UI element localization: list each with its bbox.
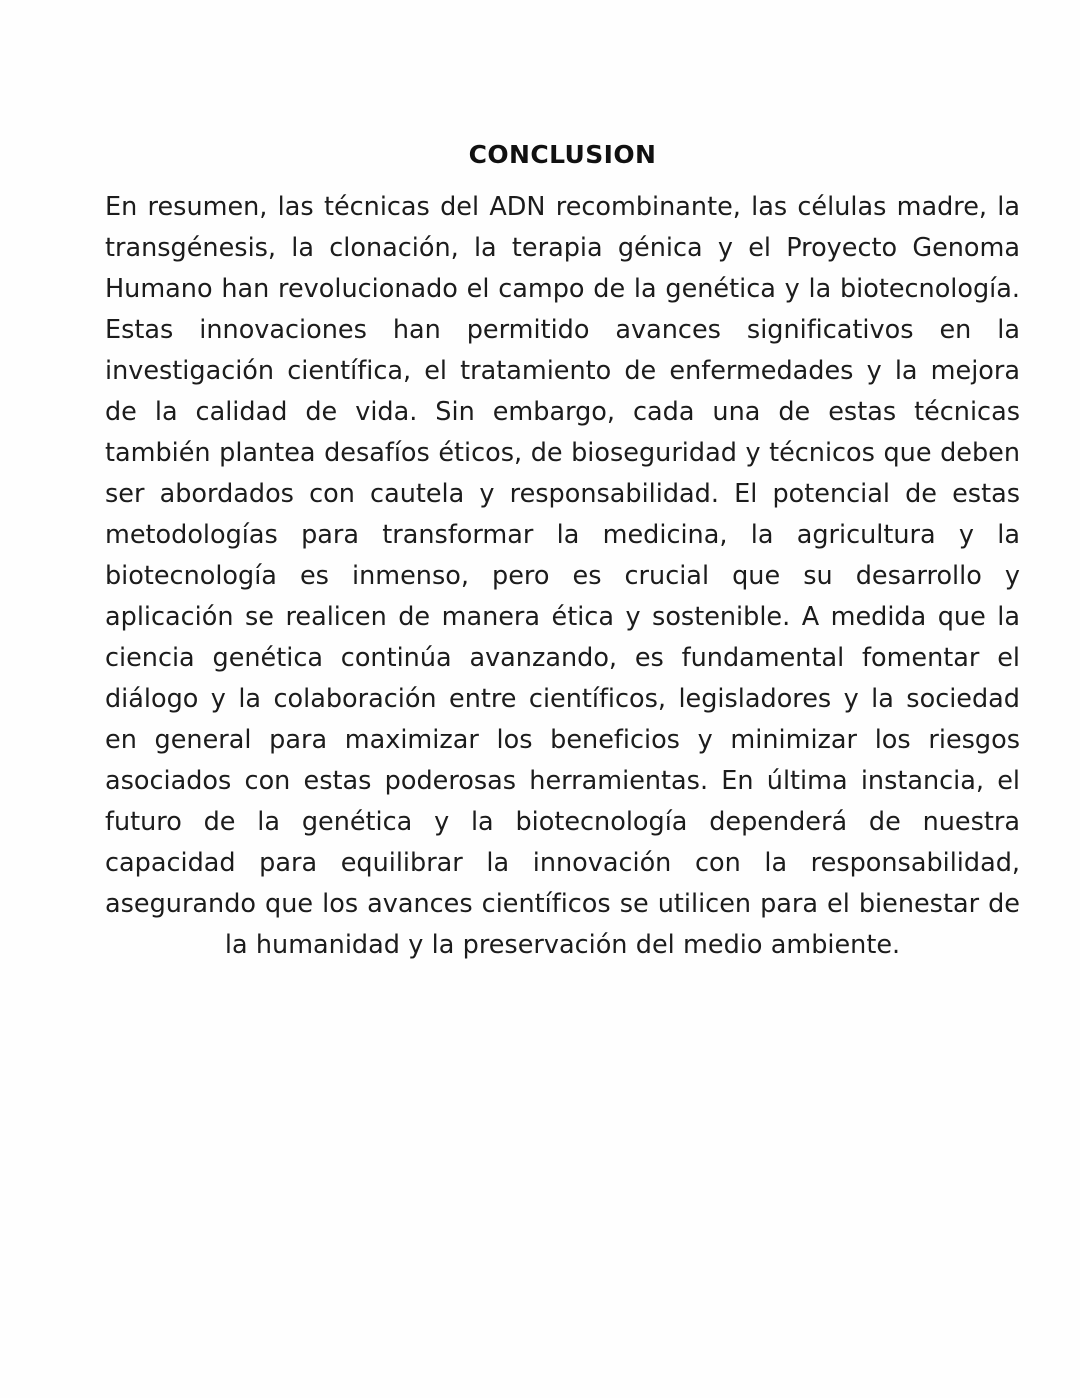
page-title: CONCLUSION bbox=[468, 140, 657, 169]
document-content bbox=[105, 140, 1020, 966]
conclusion-paragraph: En resumen, las técnicas del ADN recombinante, las células madre, la transgénesis, la clonación, la terapia génica y el Proyecto Genoma Humano han revolucionado el campo de la genética y la biotecnología. Estas innovaciones han permitido avances significativos en la investigación científica, el tratamiento de enfermedades y la mejora de la calidad de vida. Sin embargo, cada una de estas técnicas también plantea desafíos éticos, de bioseguridad y técnicos que deben ser abordados con cautela y responsabilidad. El potencial de estas metodologías para transformar la medicina, la agricultura y la biotecnología es inmenso, pero es crucial que su desarrollo y aplicación se realicen de manera ética y sostenible. A medida que la ciencia genética continúa avanzando, es fundamental fomentar el diálogo y la colaboración entre científicos, legisladores y la sociedad en general para maximizar los beneficios y minimizar los riesgos asociados con estas poderosas herramientas. En última instancia, el futuro de la genética y la biotecnología dependerá de nuestra capacidad para equilibrar la innovación con la responsabilidad, asegurando que los avances científicos se utilicen para el bienestar de la humanidad y la preservación del medio ambiente. bbox=[105, 192, 1020, 960]
